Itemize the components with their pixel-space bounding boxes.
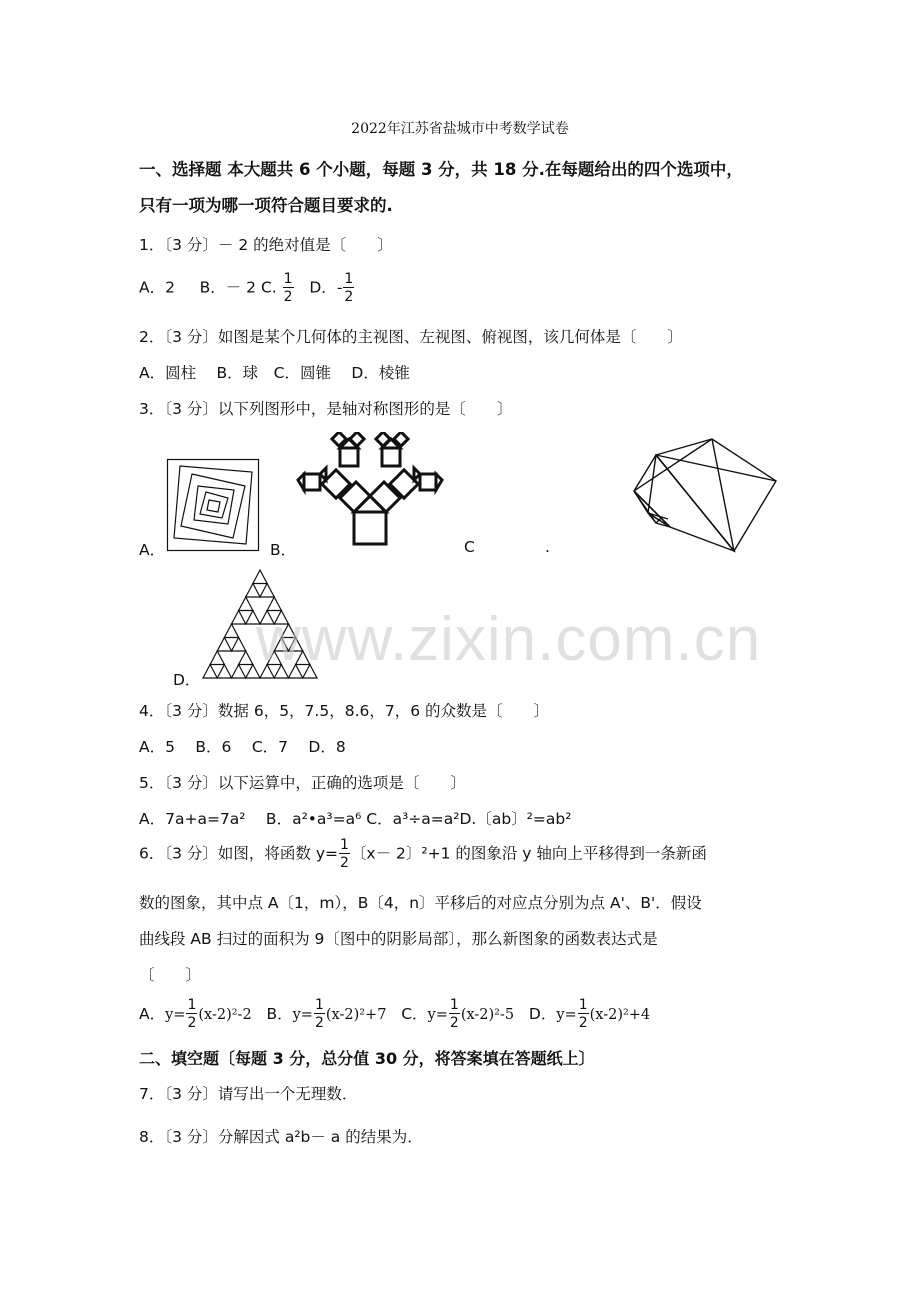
q6-option-d: D．y= $\frac{1}{2}$ (x-2)²+4 <box>528 997 651 1031</box>
q6-stem-line4: 〔 〕 <box>139 966 202 984</box>
q6-option-b: B．y= $\frac{1}{2}$ (x-2)²+7 <box>266 997 387 1031</box>
q8-stem: 8．〔3 分〕分解因式 a²b－ a 的结果为． <box>139 1128 423 1146</box>
q6-options <box>139 998 650 1030</box>
q2-options: A．圆柱 B．球 C．圆锥 D．棱锥 <box>139 364 410 382</box>
q1-option-c-fraction: $\frac{1}{2}$ <box>283 271 293 305</box>
q6-stem-line2: 数的图象，其中点 A〔1，m），B〔4，n〕平移后的对应点分别为点 A'、B'．假设 <box>139 894 702 912</box>
q6-option-a: A．y= $\frac{1}{2}$ (x-2)²-2 <box>139 997 252 1031</box>
q1-option-a: A．2 <box>139 278 175 297</box>
q1-options: A．2 B．－ 2 C. $\frac{1}{2}$ D．- $\frac{1}{2}$ <box>139 271 354 305</box>
q1-option-d: D． <box>309 278 337 297</box>
q3-stem: 3．〔3 分〕以下列图形中，是轴对称图形的是〔 〕 <box>139 400 513 418</box>
q3-option-a-label: A． <box>139 541 166 559</box>
q7-stem: 7．〔3 分〕请写出一个无理数． <box>139 1085 358 1103</box>
q6-stem-line3: 曲线段 AB 扫过的面积为 9〔图中的阴影局部〕，那么新图象的函数表达式是 <box>139 930 658 948</box>
doc-title: 2022年江苏省盐城市中考数学试卷 <box>351 121 569 137</box>
q3-option-c-dot: . <box>545 538 550 556</box>
q3-figure-a-nested-squares <box>166 458 260 552</box>
q1-option-d-fraction: $\frac{1}{2}$ <box>344 271 354 305</box>
q6-stem-fraction: $\frac{1}{2}$ <box>340 837 349 871</box>
section2-heading: 二、填空题〔每题 3 分，总分值 30 分，将答案填在答题纸上〕 <box>139 1049 595 1068</box>
section1-heading-line2: 只有一项为哪一项符合题目要求的. <box>139 196 393 215</box>
q1-option-c: C. <box>260 278 277 297</box>
q2-stem: 2．〔3 分〕如图是某个几何体的主视图、左视图、俯视图，该几何体是〔 〕 <box>139 328 683 346</box>
q3-option-b-label: B． <box>270 541 297 559</box>
q3-figure-b-pythagoras-tree <box>296 432 444 550</box>
q1-option-b: B．－ 2 <box>199 278 257 297</box>
q1-stem: 1．〔3 分〕－ 2 的绝对值是〔 〕 <box>139 236 393 254</box>
q6-option-c: C．y= $\frac{1}{2}$ (x-2)²-5 <box>401 997 515 1031</box>
q6-stem-line1: 6．〔3 分〕如图，将函数 y= $\frac{1}{2}$ 〔x－ 2〕²+1 的图象沿 y 轴向上平移得到一条新函 <box>139 837 707 871</box>
q4-options: A．5 B．6 C．7 D．8 <box>139 738 346 756</box>
q3-option-c-label: C <box>464 538 475 556</box>
watermark: www.zixin.com.cn <box>256 605 762 674</box>
section1-heading-line1: 一、选择题 本大题共 6 个小题，每题 3 分，共 18 分.在每题给出的四个选项中， <box>139 160 743 179</box>
q4-stem: 4．〔3 分〕数据 6，5，7.5，8.6，7，6 的众数是〔 〕 <box>139 702 550 720</box>
q3-option-d-label: D． <box>173 671 201 689</box>
q5-options: A．7a+a=7a² B．a²•a³=a⁶ C．a³÷a=a²D.〔ab〕²=ab² <box>139 810 572 828</box>
q5-stem: 5．〔3 分〕以下运算中，正确的选项是〔 〕 <box>139 774 466 792</box>
q3-figure-c-triangle-spiral <box>630 435 780 555</box>
